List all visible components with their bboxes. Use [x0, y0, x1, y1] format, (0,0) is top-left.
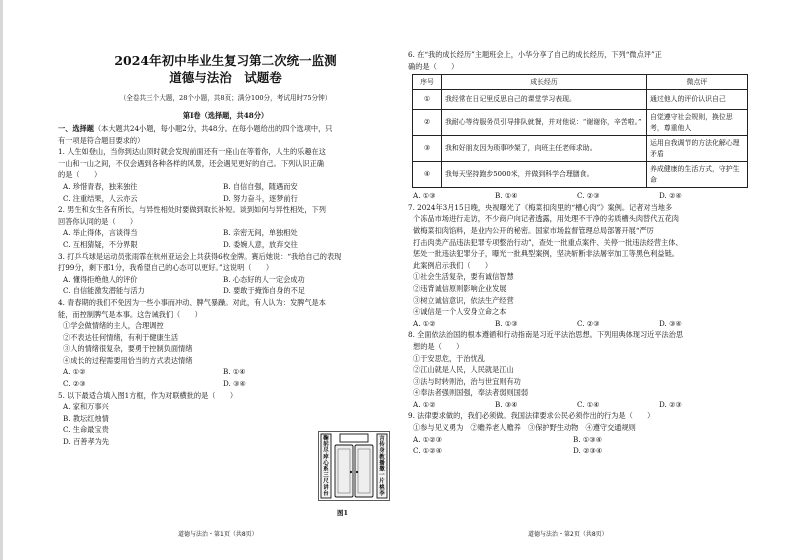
statement: ③人的情绪很复杂，要勇于控制负面情绪: [63, 344, 193, 354]
statement: ④奉法者强则国强，奉法者弱则国弱: [413, 388, 529, 398]
growth-table: [412, 74, 748, 188]
table-row: [413, 90, 748, 110]
right-page: [408, 49, 756, 457]
statement: ①于安思危，于治忧乱: [413, 353, 485, 363]
question-line: 打99分，剩下那1分，我希望自己的心态可以更好。”这说明（ ）: [58, 263, 274, 273]
statement: ④成长的过程需要用恰当的方式表达情绪: [63, 355, 193, 365]
option-a[interactable]: A. ①②③: [413, 434, 443, 444]
question-4: [58, 297, 393, 390]
option-b[interactable]: B. 教坛红烛情: [63, 413, 109, 423]
answer-options: [408, 190, 756, 202]
header-cell: 微点评: [647, 75, 748, 90]
question-6: [408, 49, 756, 202]
question-3: [58, 251, 393, 297]
footer-page-2: 道德与法治・第2页（共8页）: [528, 531, 608, 538]
question-8: [408, 329, 756, 410]
couplet-figure: [318, 431, 390, 501]
answer-options: [408, 399, 756, 411]
option-b[interactable]: B. 自信自强，随遇而安: [223, 181, 298, 191]
question-line: 做梅菜扣肉馅料，是业内公开的秘密。国家市场监督管理总局部署开展“严厉: [413, 225, 654, 235]
question-line: 7. 2024年3月15日晚，央视曝光了《梅菜扣肉里的“槽心肉”》案例。记者对当地多: [408, 202, 673, 212]
table-cell: 通过他人的评价认识自己: [647, 90, 748, 110]
question-line: 5. 以下最适合填入图1方框，作为对联横批的是（ ）: [58, 390, 238, 400]
option-a[interactable]: A. 珍惜青春，独来独往: [63, 181, 138, 191]
question-line: 打击肉类产品违法犯罪专项整治行动”，查处一批重点案件、关停一批违法经营主体、: [413, 237, 683, 247]
statement: ②不表达任何情绪，有利于健康生活: [63, 332, 179, 342]
table-header-row: [413, 75, 748, 90]
option-b[interactable]: B. ①③: [495, 318, 518, 328]
question-line: 3. 打乒乓球是运动员张雨霏在杭州亚运会上共获得6枚金牌。赛后她说：“我给自己的表现: [58, 251, 342, 261]
statement: ①学会做情绪的主人，合理调控: [63, 321, 164, 331]
header-cell: 序号: [413, 75, 442, 90]
section-heading-line2: 有一项是符合题目要求的）: [58, 135, 145, 145]
option-a[interactable]: A. ①②: [63, 367, 86, 377]
option-d[interactable]: D. 努力奋斗，逐梦前行: [223, 193, 298, 203]
table-cell: 我每天坚持跑步5000米，并做到科学合理膳食。: [442, 162, 647, 188]
option-c[interactable]: C. ①②④: [413, 446, 443, 456]
question-line: 2. 男生和女生各有所长，与异性相处时要做到取长补短。谈到如何与异性相处，下列: [58, 205, 326, 215]
answer-options: [408, 434, 756, 457]
statement: ④诚信是一个人安身立命之本: [413, 307, 507, 317]
section-heading-label: 一、选择题: [58, 124, 94, 133]
option-b[interactable]: B. 心态好的人一定会成功: [223, 274, 305, 284]
option-d[interactable]: D. 百善孝为先: [63, 437, 110, 447]
question-line: 惩处一批违法犯罪分子，曝光一批典型案例，坚决斩断非法屠宰加工等黑色利益链。: [413, 249, 679, 259]
option-a[interactable]: A. 懂得拒绝他人的评价: [63, 274, 138, 284]
option-c[interactable]: C. ②③: [577, 318, 600, 328]
blank-box: [340, 434, 368, 442]
question-line: 想的是（ ）: [413, 341, 464, 351]
option-d[interactable]: D. ②③④: [573, 446, 603, 456]
answer-options: [58, 181, 393, 204]
table-cell: 养成健康的生活方式，守护生命: [647, 162, 748, 188]
option-a[interactable]: A. 举止得体，言谈得当: [63, 228, 138, 238]
question-line: 一山和一山之间，不仅会遇到各种各样的风景，还会遇见更好的自己。下列认识正确: [58, 158, 324, 168]
question-1: [58, 146, 393, 204]
question-line: 9. 法律要求做的，我们必须做。我国法律要求公民必须作出的行为是（ ）: [408, 411, 655, 421]
table-cell: ④: [413, 162, 442, 188]
figure-caption: 图1: [337, 509, 349, 517]
question-line: 能，而控制脾气是本事。这告诫我们（ ）: [58, 309, 202, 319]
table-cell: 我耐心等待服务员引导排队就餐，并对他说：“谢谢你，辛苦啦。”: [442, 110, 647, 136]
table-row: [413, 110, 748, 136]
answer-options: [408, 318, 756, 330]
statement: ②违背诚信原则影响企业发展: [413, 283, 507, 293]
left-couplet-text: 鞠躬尽瘁心系三尺讲台: [323, 436, 329, 497]
answer-options: [58, 274, 393, 297]
left-page: [58, 44, 393, 448]
question-line: 1. 人生如登山，当你到达山顶时就会发现前面还有一座山在等着你，人生的乐趣在这: [58, 147, 326, 157]
question-2: [58, 204, 393, 250]
option-c[interactable]: C. 互相猜疑，不分界限: [63, 239, 138, 249]
right-couplet-text: 言传身教播撒一片桃李: [379, 436, 385, 497]
option-c[interactable]: C. 注重结果，人云亦云: [63, 193, 138, 203]
option-a[interactable]: A. ①②: [413, 318, 436, 328]
exam-subtitle: 道德与法治 试题卷: [169, 70, 282, 85]
table-cell: ③: [413, 136, 442, 162]
question-line: 回答你认同的是（ ）: [58, 216, 138, 226]
table-cell: ②: [413, 110, 442, 136]
answer-options: [58, 366, 393, 389]
exam-note: （全卷共三个大题，28个小题，共8页；满分100分，考试用时75分钟）: [119, 94, 332, 102]
option-a[interactable]: A. ①②: [413, 399, 436, 409]
section-title: 第Ⅰ卷（选择题，共48分）: [182, 111, 269, 120]
question-line: 确的是（ ）: [408, 61, 459, 71]
table-cell: 我经常在日记里反思自己的课堂学习表现。: [442, 90, 647, 110]
table-row: [413, 162, 748, 188]
footer-page-1: 道德与法治・第1页（共8页）: [178, 531, 258, 538]
section-heading-text: （本大题共24小题，每小题2分，共48分。在每小题给出的四个选项中，只: [93, 124, 333, 133]
option-b[interactable]: B. ①③④: [573, 434, 603, 444]
option-c[interactable]: C. ①④: [577, 399, 600, 409]
question-line: 8. 全面依法治国的根本遵循和行动指南是习近平法治思想。下列用典体现习近平法治思: [408, 330, 684, 340]
table-cell: ①: [413, 90, 442, 110]
exam-title: 2024年初中毕业生复习第二次统一监测: [114, 53, 337, 68]
statement: ③树立诚信意识，依法生产经营: [413, 295, 514, 305]
statement: ②江山就是人民，人民就是江山: [413, 365, 514, 375]
question-line: 的是（ ）: [58, 170, 102, 180]
option-b[interactable]: B. ①④: [495, 191, 518, 201]
question-7: [408, 202, 756, 330]
statement: ①参与见义勇为 ②赡养老人赡养 ③保护野生动物 ④遵守交通规则: [413, 423, 636, 433]
option-a[interactable]: A. ①③: [413, 191, 436, 201]
option-b[interactable]: B. 亲密无间，单独相处: [223, 228, 298, 238]
question-line: 此案例启示我们（ ）: [413, 260, 493, 270]
question-9: [408, 410, 756, 456]
option-c[interactable]: C. ②③: [577, 191, 600, 201]
option-c[interactable]: C. 生命最宝贵: [63, 425, 109, 435]
option-d[interactable]: D. ②③: [659, 399, 682, 409]
option-c[interactable]: C. 自信能激发潜能与活力: [63, 286, 145, 296]
option-b[interactable]: B. ③④: [495, 399, 518, 409]
option-c[interactable]: C. ②③: [63, 379, 86, 389]
option-d[interactable]: D. ③④: [659, 318, 682, 328]
scan-edge: [0, 0, 3, 560]
header-cell: 成长经历: [442, 75, 647, 90]
table-cell: 自觉遵守社会规则，换位思考，尊重他人: [647, 110, 748, 136]
table-cell: 运用自我调节的方法化解心理矛盾: [647, 136, 748, 162]
question-line: 个冻品市场进行走访，不少商户向记者透露，用处理不干净的劣质槽头肉替代五花肉: [413, 214, 679, 224]
question-line: 6. 在“我的成长经历”主题班会上，小华分享了自己的成长经历，下列“微点评”正: [408, 50, 662, 59]
option-d[interactable]: D. 委婉人意，放弃交往: [223, 239, 298, 249]
table-cell: 我和好朋友因为琐事吵架了，向班主任老师求助。: [442, 136, 647, 162]
table-row: [413, 136, 748, 162]
option-d[interactable]: D. ②④: [659, 191, 682, 201]
option-a[interactable]: A. 家和万事兴: [63, 402, 109, 412]
statement: ③法与时转则治，治与世宜则有功: [413, 376, 521, 386]
option-d[interactable]: D. 要敢于掩饰自身的不足: [223, 286, 305, 296]
answer-options: [58, 227, 393, 250]
option-b[interactable]: B. ①④: [223, 367, 246, 377]
statement: ①社会生活复杂，要有诚信智慧: [413, 272, 514, 282]
section-heading: [58, 123, 393, 135]
question-line: 4. 青春期的我们不免因为一些小事而冲动、脾气暴躁。对此，有人认为：发脾气是本: [58, 297, 326, 307]
option-d[interactable]: D. ③④: [223, 379, 246, 389]
